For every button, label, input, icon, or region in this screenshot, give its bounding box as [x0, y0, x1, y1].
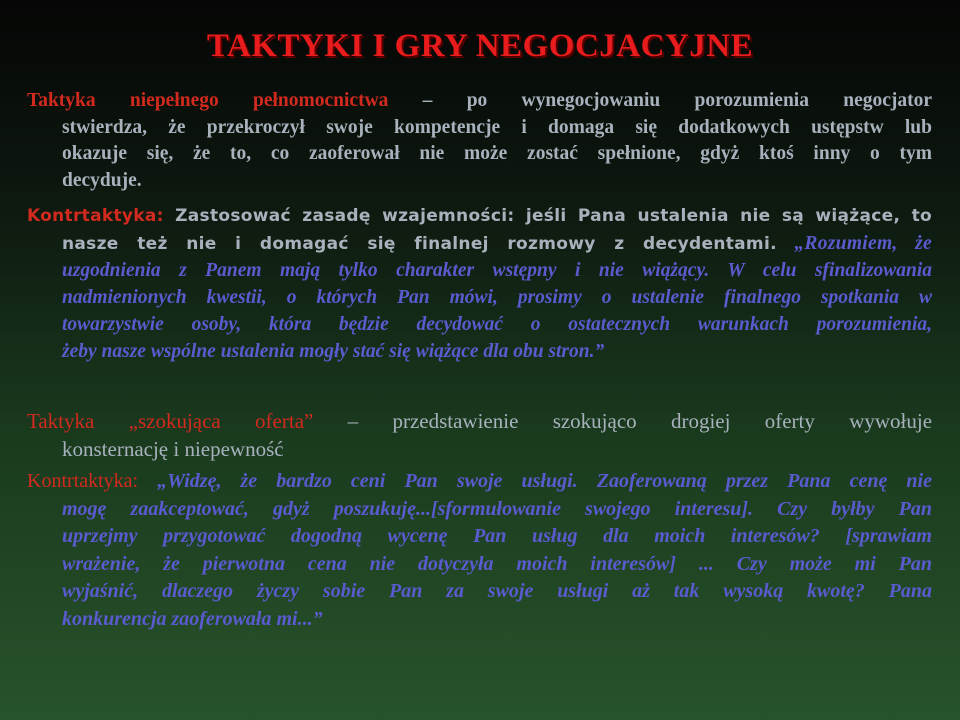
quote-line: mogę zaakceptować, gdyż poszukuję...[sformułowanie swojego interesu]. Czy byłby Pan [62, 497, 932, 520]
quote-line: żeby nasze wspólne ustalenia mogły stać się wiążące dla obu stron.” [62, 341, 605, 362]
tactic-incomplete-authority [27, 88, 932, 194]
text-line: okazuje się, że to, co zaoferował nie może zostać spełnione, gdyż ktoś inny o tym [62, 143, 932, 164]
tactic-label: Taktyka „szokująca oferta” [27, 409, 314, 433]
quote-line: nadmienionych kwestii, o których Pan mówi, prosimy o ustalenie finalnego spotkania w [62, 287, 932, 308]
quote-line: wyjaśnić, dlaczego życzy sobie Pan za swoje usługi aż tak wysoką kwotę? Pana [62, 580, 932, 602]
text-line: konsternację i niepewność [62, 437, 284, 461]
dash: – [388, 90, 467, 111]
page-title: TAKTYKI I GRY NEGOCJACYJNE [206, 28, 754, 64]
countertactic-shocking-offer [27, 468, 932, 633]
quote-line: wrażenie, że pierwotna cena nie dotyczyła moich interesów] ... Czy może mi Pan [62, 552, 932, 575]
text-line: po wynegocjowaniu porozumienia negocjator [466, 90, 933, 111]
countertactic-label: Kontrtaktyka: [27, 206, 164, 226]
quote-line: towarzystwie osoby, która będzie decydować o ostatecznych warunkach porozumienia, [62, 314, 932, 335]
countertactic-reciprocity [27, 203, 932, 258]
dash: – [313, 409, 393, 433]
text-line: Zastosować zasadę wzajemności: jeśli Pana ustalenia nie są wiążące, to [163, 206, 932, 226]
tactic-label: Taktyka niepełnego pełnomocnictwa [27, 90, 389, 111]
text-line: stwierdza, że przekroczył swoje kompetencje i domaga się dodatkowych ustępstw lub [62, 116, 932, 138]
text-line: nasze też nie i domagać się finalnej rozmowy z decydentami. [62, 234, 777, 254]
countertactic-label: Kontrtaktyka: [27, 470, 139, 492]
countertactic-quote [27, 257, 932, 365]
text-line: decyduje. [62, 169, 142, 191]
quote-line: „Widzę, że bardzo ceni Pan swoje usługi. Zaoferowaną przez Pana cenę nie [138, 470, 932, 492]
tactic-shocking-offer [27, 407, 932, 463]
text-line: przedstawienie szokująco drogiej oferty wywołuje [392, 409, 933, 433]
quote-line: uzgodnienia z Panem mają tylko charakter wstępny i nie wiążący. W celu sfinalizowania [62, 260, 932, 281]
quote-start: „Rozumiem, że [776, 233, 932, 254]
quote-line: konkurencja zaoferowała mi...” [62, 607, 323, 630]
quote-line: uprzejmy przygotować dogodną wycenę Pan usług dla moich interesów? [sprawiam [62, 525, 932, 547]
